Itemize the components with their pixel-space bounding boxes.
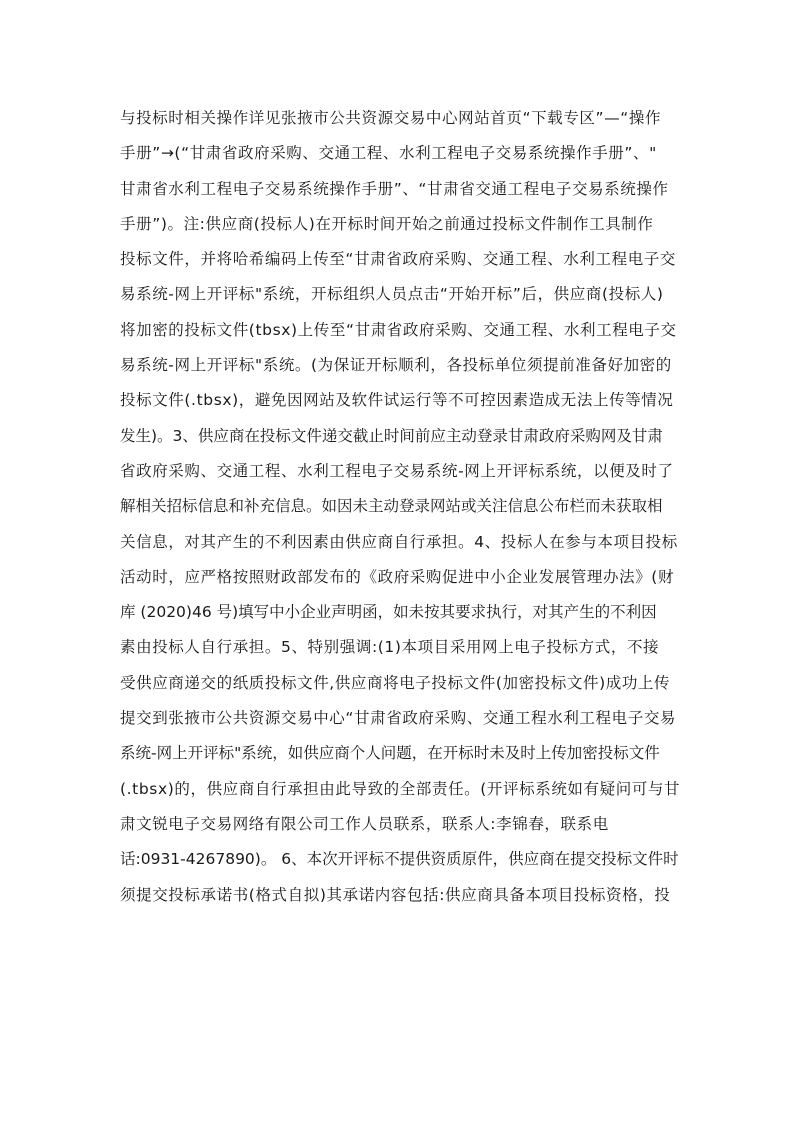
text-line: 提交到张掖市公共资源交易中心“甘肃省政府采购、交通工程水利工程电子交易 xyxy=(120,709,677,728)
document-body xyxy=(120,101,680,913)
text-line: (.tbsx)的，供应商自行承担由此导致的全部责任。(开评标系统如有疑问可与甘 xyxy=(120,779,681,798)
text-line: 关信息，对其产生的不利因素由供应商自行承担。4、投标人在参与本项目投标 xyxy=(120,532,678,551)
text-line: 投标文件(.tbsx)，避免因网站及软件试运行等不可控因素造成无法上传等情况 xyxy=(120,391,674,410)
text-line: 将加密的投标文件(tbsx)上传至“甘肃省政府采购、交通工程、水利工程电子交 xyxy=(120,320,677,339)
text-line: 肃文锐电子交易网络有限公司工作人员联系，联系人:李锦春，联系电 xyxy=(120,814,609,833)
text-line: 话:0931-4267890)。 6、本次开评标不提供资质原件，供应商在提交投标文件时 xyxy=(120,850,679,869)
text-line: 易系统-网上开评标"系统。(为保证开标顺利，各投标单位须提前准备好加密的 xyxy=(120,356,672,375)
text-line: 易系统-网上开评标"系统，开标组织人员点击“开始开标”后，供应商(投标人) xyxy=(120,285,664,304)
text-line: 手册”)。注:供应商(投标人)在开标时间开始之前通过投标文件制作工具制作 xyxy=(120,214,654,233)
text-line: 受供应商递交的纸质投标文件,供应商将电子投标文件(加密投标文件)成功上传 xyxy=(120,673,671,692)
text-line: 发生)。3、供应商在投标文件递交截止时间前应主动登录甘肃政府采购网及甘肃 xyxy=(120,426,663,445)
text-line: 解相关招标信息和补充信息。如因未主动登录网站或关注信息公布栏而未获取相 xyxy=(120,497,663,516)
text-line: 素由投标人自行承担。5、特别强调:(1)本项目采用网上电子投标方式，不接 xyxy=(120,638,660,657)
text-line: 须提交投标承诺书(格式自拟)其承诺内容包括:供应商具备本项目投标资格，投 xyxy=(120,885,671,904)
text-line: 投标文件，并将哈希编码上传至“甘肃省政府采购、交通工程、水利工程电子交 xyxy=(120,250,677,269)
text-line: 省政府采购、交通工程、水利工程电子交易系统-网上开评标系统，以便及时了 xyxy=(120,461,674,480)
text-line: 手册”→(“甘肃省政府采购、交通工程、水利工程电子交易系统操作手册”、" xyxy=(120,144,657,163)
text-line: 与投标时相关操作详见张掖市公共资源交易中心网站首页“下载专区”—“操作 xyxy=(120,109,662,127)
text-line: 系统-网上开评标"系统，如供应商个人问题，在开标时未及时上传加密投标文件 xyxy=(120,744,660,763)
text-line: 甘肃省水利工程电子交易系统操作手册”、“甘肃省交通工程电子交易系统操作 xyxy=(120,179,669,198)
text-line: 库 (2020)46 号)填写中小企业声明函，如未按其要求执行，对其产生的不利因 xyxy=(120,603,657,622)
text-line: 活动时，应严格按照财政部发布的《政府采购促进中小企业发展管理办法》(财 xyxy=(120,567,675,586)
